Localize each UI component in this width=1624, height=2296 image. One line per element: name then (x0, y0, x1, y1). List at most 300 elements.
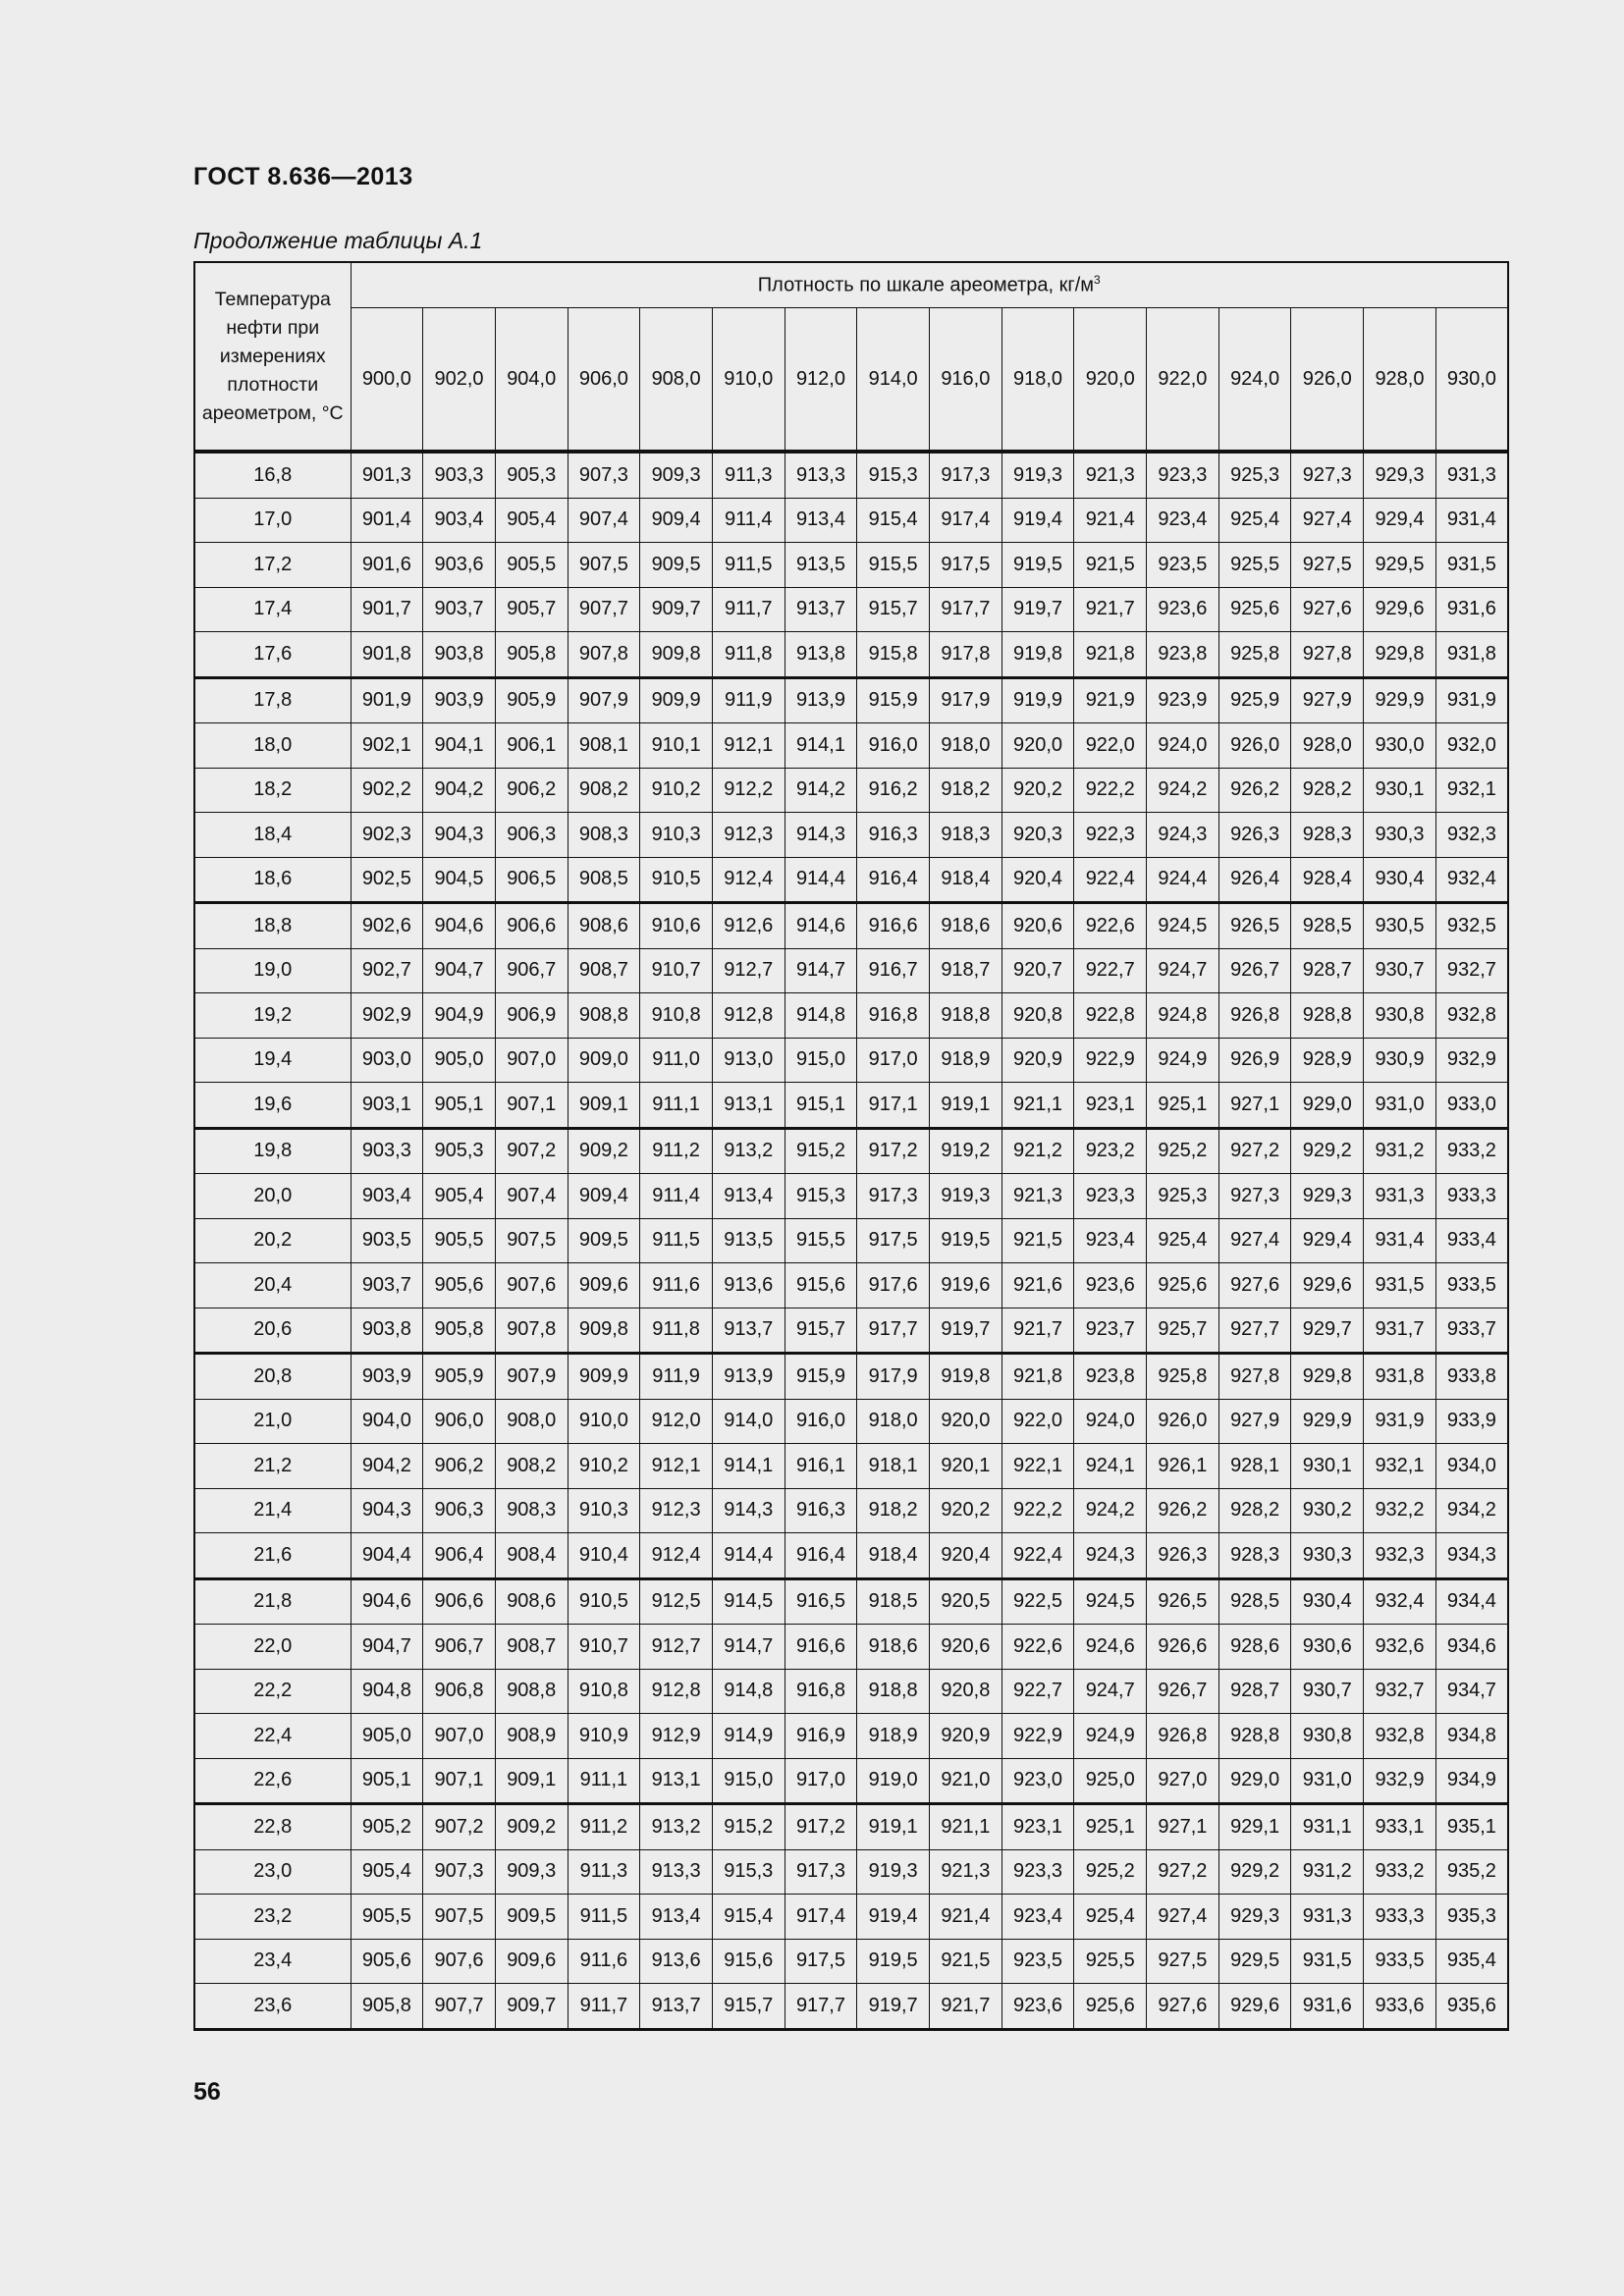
density-cell: 922,1 (1001, 1444, 1074, 1489)
density-column-header: 912,0 (785, 308, 857, 453)
density-cell: 910,2 (640, 768, 713, 813)
density-cell: 911,5 (640, 1218, 713, 1263)
density-column-header: 910,0 (712, 308, 785, 453)
density-cell: 908,8 (568, 993, 640, 1039)
density-cell: 912,0 (640, 1399, 713, 1444)
density-cell: 920,4 (930, 1533, 1002, 1579)
density-cell: 915,2 (712, 1804, 785, 1850)
temperature-cell: 22,2 (194, 1669, 351, 1714)
density-cell: 931,7 (1364, 1308, 1436, 1354)
density-cell: 910,0 (568, 1399, 640, 1444)
density-cell: 919,7 (930, 1308, 1002, 1354)
density-cell: 904,5 (423, 857, 496, 903)
density-cell: 931,4 (1435, 498, 1508, 543)
density-cell: 926,2 (1218, 768, 1291, 813)
density-cell: 918,7 (930, 948, 1002, 993)
density-cell: 929,2 (1218, 1849, 1291, 1895)
density-cell: 917,6 (857, 1263, 930, 1308)
density-cell: 916,6 (785, 1625, 857, 1670)
density-cell: 931,2 (1364, 1128, 1436, 1174)
table-row (194, 543, 1508, 588)
density-cell: 907,0 (423, 1714, 496, 1759)
density-cell: 909,6 (495, 1939, 568, 1984)
density-cell: 909,8 (640, 632, 713, 678)
density-cell: 920,2 (1001, 768, 1074, 813)
density-cell: 906,4 (423, 1533, 496, 1579)
density-cell: 910,8 (568, 1669, 640, 1714)
density-cell: 901,3 (351, 452, 423, 498)
density-cell: 924,0 (1074, 1399, 1147, 1444)
density-cell: 927,4 (1218, 1218, 1291, 1263)
density-cell: 902,3 (351, 813, 423, 858)
density-cell: 915,0 (712, 1758, 785, 1804)
density-cell: 903,3 (351, 1128, 423, 1174)
density-cell: 931,0 (1291, 1758, 1364, 1804)
density-cell: 931,3 (1364, 1174, 1436, 1219)
density-cell: 901,8 (351, 632, 423, 678)
density-cell: 930,7 (1291, 1669, 1364, 1714)
density-cell: 907,3 (423, 1849, 496, 1895)
density-cell: 913,7 (640, 1984, 713, 2030)
density-cell: 918,8 (930, 993, 1002, 1039)
temperature-cell: 19,4 (194, 1038, 351, 1083)
density-cell: 925,4 (1074, 1895, 1147, 1940)
density-cell: 907,8 (568, 632, 640, 678)
density-cell: 917,9 (930, 677, 1002, 723)
density-cell: 914,9 (712, 1714, 785, 1759)
density-cell: 922,8 (1074, 993, 1147, 1039)
density-cell: 913,1 (640, 1758, 713, 1804)
density-cell: 913,4 (712, 1174, 785, 1219)
density-cell: 924,5 (1147, 903, 1219, 949)
density-cell: 922,3 (1074, 813, 1147, 858)
density-cell: 907,3 (568, 452, 640, 498)
density-cell: 928,3 (1291, 813, 1364, 858)
density-cell: 929,6 (1218, 1984, 1291, 2030)
density-cell: 918,8 (857, 1669, 930, 1714)
density-cell: 919,4 (1001, 498, 1074, 543)
density-cell: 927,6 (1291, 587, 1364, 632)
density-cell: 906,6 (423, 1578, 496, 1625)
table-row (194, 1939, 1508, 1984)
density-cell: 912,7 (712, 948, 785, 993)
density-cell: 902,5 (351, 857, 423, 903)
density-cell: 915,2 (785, 1128, 857, 1174)
density-cell: 905,8 (495, 632, 568, 678)
density-cell: 921,4 (1074, 498, 1147, 543)
density-cell: 933,5 (1364, 1939, 1436, 1984)
density-cell: 907,7 (568, 587, 640, 632)
density-column-header: 916,0 (930, 308, 1002, 453)
density-cell: 926,9 (1218, 1038, 1291, 1083)
density-cell: 909,4 (568, 1174, 640, 1219)
density-cell: 907,5 (495, 1218, 568, 1263)
temperature-cell: 23,2 (194, 1895, 351, 1940)
temperature-cell: 17,4 (194, 587, 351, 632)
density-cell: 922,6 (1001, 1625, 1074, 1670)
density-cell: 930,3 (1364, 813, 1436, 858)
density-cell: 917,1 (857, 1083, 930, 1129)
density-cell: 901,4 (351, 498, 423, 543)
density-cell: 927,7 (1218, 1308, 1291, 1354)
table-header (194, 262, 1508, 452)
density-cell: 912,6 (712, 903, 785, 949)
density-cell: 928,7 (1218, 1669, 1291, 1714)
density-cell: 914,5 (712, 1578, 785, 1625)
density-cell: 926,1 (1147, 1444, 1219, 1489)
density-cell: 904,8 (351, 1669, 423, 1714)
density-cell: 924,5 (1074, 1578, 1147, 1625)
density-cell: 935,3 (1435, 1895, 1508, 1940)
density-cell: 910,3 (568, 1488, 640, 1533)
density-cell: 923,7 (1074, 1308, 1147, 1354)
density-cell: 915,3 (785, 1174, 857, 1219)
table-row (194, 1308, 1508, 1354)
density-cell: 929,0 (1291, 1083, 1364, 1129)
density-cell: 932,5 (1435, 903, 1508, 949)
density-cell: 915,4 (712, 1895, 785, 1940)
density-cell: 913,7 (712, 1308, 785, 1354)
density-cell: 931,2 (1291, 1849, 1364, 1895)
table-row (194, 903, 1508, 949)
density-cell: 927,8 (1218, 1354, 1291, 1400)
density-cell: 905,7 (495, 587, 568, 632)
temperature-cell: 19,2 (194, 993, 351, 1039)
density-cell: 922,9 (1074, 1038, 1147, 1083)
density-cell: 903,7 (423, 587, 496, 632)
density-cell: 925,6 (1147, 1263, 1219, 1308)
density-cell: 908,2 (568, 768, 640, 813)
temperature-cell: 19,6 (194, 1083, 351, 1129)
density-cell: 922,0 (1074, 723, 1147, 769)
density-cell: 915,5 (857, 543, 930, 588)
density-cell: 934,0 (1435, 1444, 1508, 1489)
density-cell: 932,9 (1435, 1038, 1508, 1083)
density-cell: 922,9 (1001, 1714, 1074, 1759)
density-cell: 930,7 (1364, 948, 1436, 993)
density-cell: 924,3 (1147, 813, 1219, 858)
density-group-header-label: Плотность по шкале ареометра, кг/м (757, 274, 1095, 296)
density-cell: 923,8 (1147, 632, 1219, 678)
density-column-header: 906,0 (568, 308, 640, 453)
page-number: 56 (193, 2078, 221, 2106)
table-row (194, 1263, 1508, 1308)
temperature-cell: 19,8 (194, 1128, 351, 1174)
density-cell: 903,9 (423, 677, 496, 723)
density-cell: 927,2 (1147, 1849, 1219, 1895)
density-cell: 929,9 (1291, 1399, 1364, 1444)
temperature-cell: 17,6 (194, 632, 351, 678)
density-cell: 933,1 (1364, 1804, 1436, 1850)
density-cell: 908,9 (495, 1714, 568, 1759)
table-row (194, 1488, 1508, 1533)
density-cell: 922,2 (1001, 1488, 1074, 1533)
density-cell: 925,7 (1147, 1308, 1219, 1354)
density-cell: 919,3 (1001, 452, 1074, 498)
density-cell: 929,6 (1291, 1263, 1364, 1308)
density-cell: 924,7 (1147, 948, 1219, 993)
density-cell: 904,4 (351, 1533, 423, 1579)
temperature-cell: 21,4 (194, 1488, 351, 1533)
density-cell: 923,4 (1074, 1218, 1147, 1263)
density-cell: 919,7 (857, 1984, 930, 2030)
density-cell: 903,4 (423, 498, 496, 543)
density-cell: 923,5 (1001, 1939, 1074, 1984)
density-cell: 907,8 (495, 1308, 568, 1354)
density-cell: 908,6 (495, 1578, 568, 1625)
density-cell: 906,8 (423, 1669, 496, 1714)
density-cell: 902,6 (351, 903, 423, 949)
density-cell: 908,2 (495, 1444, 568, 1489)
density-cell: 909,6 (568, 1263, 640, 1308)
density-cell: 926,7 (1218, 948, 1291, 993)
density-cell: 916,7 (857, 948, 930, 993)
density-cell: 911,1 (568, 1758, 640, 1804)
temperature-cell: 21,0 (194, 1399, 351, 1444)
density-cell: 934,8 (1435, 1714, 1508, 1759)
density-cell: 912,8 (640, 1669, 713, 1714)
temperature-cell: 23,6 (194, 1984, 351, 2030)
density-cell: 926,8 (1218, 993, 1291, 1039)
density-cell: 904,3 (351, 1488, 423, 1533)
density-cell: 923,4 (1147, 498, 1219, 543)
density-cell: 927,2 (1218, 1128, 1291, 1174)
density-cell: 935,4 (1435, 1939, 1508, 1984)
density-cell: 915,7 (785, 1308, 857, 1354)
density-cell: 927,0 (1147, 1758, 1219, 1804)
density-cell: 914,0 (712, 1399, 785, 1444)
density-cell: 905,5 (423, 1218, 496, 1263)
density-cell: 908,7 (495, 1625, 568, 1670)
density-cell: 923,2 (1074, 1128, 1147, 1174)
density-cell: 913,7 (785, 587, 857, 632)
density-cell: 920,6 (930, 1625, 1002, 1670)
density-cell: 924,8 (1147, 993, 1219, 1039)
density-cell: 909,0 (568, 1038, 640, 1083)
density-cell: 926,7 (1147, 1669, 1219, 1714)
temperature-cell: 20,2 (194, 1218, 351, 1263)
density-cell: 913,8 (785, 632, 857, 678)
temperature-cell: 17,8 (194, 677, 351, 723)
density-cell: 930,1 (1364, 768, 1436, 813)
density-cell: 914,7 (785, 948, 857, 993)
density-cell: 933,9 (1435, 1399, 1508, 1444)
density-cell: 910,3 (640, 813, 713, 858)
density-cell: 932,1 (1364, 1444, 1436, 1489)
density-cell: 927,5 (1291, 543, 1364, 588)
table-caption: Продолжение таблицы А.1 (193, 228, 483, 253)
density-cell: 903,4 (351, 1174, 423, 1219)
density-cell: 902,7 (351, 948, 423, 993)
density-cell: 909,1 (495, 1758, 568, 1804)
density-cell: 911,2 (568, 1804, 640, 1850)
temperature-cell: 18,2 (194, 768, 351, 813)
density-cell: 925,5 (1074, 1939, 1147, 1984)
density-cell: 917,8 (930, 632, 1002, 678)
density-column-header: 918,0 (1001, 308, 1074, 453)
temperature-cell: 21,6 (194, 1533, 351, 1579)
density-cell: 918,9 (930, 1038, 1002, 1083)
density-cell: 925,3 (1218, 452, 1291, 498)
density-cell: 917,7 (785, 1984, 857, 2030)
density-cell: 918,2 (930, 768, 1002, 813)
density-cell: 916,1 (785, 1444, 857, 1489)
density-cell: 904,9 (423, 993, 496, 1039)
density-cell: 911,1 (640, 1083, 713, 1129)
density-cell: 913,0 (712, 1038, 785, 1083)
density-cell: 912,4 (640, 1533, 713, 1579)
density-cell: 926,8 (1147, 1714, 1219, 1759)
density-cell: 927,3 (1218, 1174, 1291, 1219)
density-cell: 913,5 (785, 543, 857, 588)
density-cell: 909,8 (568, 1308, 640, 1354)
density-cell: 916,2 (857, 768, 930, 813)
density-cell: 928,2 (1291, 768, 1364, 813)
table-row (194, 993, 1508, 1039)
density-cell: 915,3 (857, 452, 930, 498)
density-cell: 913,1 (712, 1083, 785, 1129)
density-cell: 925,6 (1074, 1984, 1147, 2030)
density-cell: 927,6 (1147, 1984, 1219, 2030)
density-cell: 929,3 (1291, 1174, 1364, 1219)
density-cell: 907,4 (568, 498, 640, 543)
density-cell: 905,0 (351, 1714, 423, 1759)
density-cell: 916,8 (785, 1669, 857, 1714)
density-cell: 914,6 (785, 903, 857, 949)
temperature-cell: 17,2 (194, 543, 351, 588)
density-cell: 929,9 (1364, 677, 1436, 723)
density-cell: 922,7 (1074, 948, 1147, 993)
density-cell: 930,0 (1364, 723, 1436, 769)
table-row (194, 1714, 1508, 1759)
table-row (194, 1804, 1508, 1850)
table-row (194, 948, 1508, 993)
density-cell: 923,6 (1147, 587, 1219, 632)
density-cell: 931,1 (1291, 1804, 1364, 1850)
density-cell: 910,7 (568, 1625, 640, 1670)
density-cell: 933,0 (1435, 1083, 1508, 1129)
density-cell: 917,3 (857, 1174, 930, 1219)
density-cell: 932,3 (1364, 1533, 1436, 1579)
density-cell: 905,8 (423, 1308, 496, 1354)
density-cell: 918,9 (857, 1714, 930, 1759)
density-cell: 916,6 (857, 903, 930, 949)
density-cell: 922,7 (1001, 1669, 1074, 1714)
density-cell: 915,9 (857, 677, 930, 723)
density-cell: 911,7 (568, 1984, 640, 2030)
density-cell: 904,2 (423, 768, 496, 813)
density-cell: 918,4 (930, 857, 1002, 903)
table-row (194, 813, 1508, 858)
density-cell: 917,2 (857, 1128, 930, 1174)
density-cell: 929,5 (1218, 1939, 1291, 1984)
density-cell: 926,4 (1218, 857, 1291, 903)
density-cell: 908,4 (495, 1533, 568, 1579)
temperature-cell: 20,6 (194, 1308, 351, 1354)
density-cell: 904,6 (423, 903, 496, 949)
density-cell: 912,3 (640, 1488, 713, 1533)
density-cell: 919,4 (857, 1895, 930, 1940)
density-cell: 903,9 (351, 1354, 423, 1400)
density-cell: 905,3 (495, 452, 568, 498)
density-cell: 921,3 (1001, 1174, 1074, 1219)
density-cell: 911,9 (640, 1354, 713, 1400)
density-cell: 930,5 (1364, 903, 1436, 949)
density-cell: 929,8 (1364, 632, 1436, 678)
density-cell: 928,9 (1291, 1038, 1364, 1083)
temperature-cell: 22,8 (194, 1804, 351, 1850)
density-cell: 917,9 (857, 1354, 930, 1400)
density-cell: 906,3 (495, 813, 568, 858)
temperature-cell: 16,8 (194, 452, 351, 498)
density-cell: 918,6 (857, 1625, 930, 1670)
density-cell: 915,8 (857, 632, 930, 678)
table-row (194, 1354, 1508, 1400)
density-cell: 919,5 (1001, 543, 1074, 588)
table-row (194, 1128, 1508, 1174)
temperature-cell: 20,8 (194, 1354, 351, 1400)
density-cell: 931,8 (1435, 632, 1508, 678)
density-cell: 925,2 (1147, 1128, 1219, 1174)
density-cell: 911,9 (712, 677, 785, 723)
density-cell: 908,0 (495, 1399, 568, 1444)
density-cell: 920,9 (1001, 1038, 1074, 1083)
density-cell: 917,5 (930, 543, 1002, 588)
table-row (194, 1399, 1508, 1444)
density-cell: 932,3 (1435, 813, 1508, 858)
density-cell: 935,6 (1435, 1984, 1508, 2030)
density-cell: 913,2 (640, 1804, 713, 1850)
density-cell: 921,5 (930, 1939, 1002, 1984)
density-cell: 910,9 (568, 1714, 640, 1759)
density-cell: 920,8 (1001, 993, 1074, 1039)
density-cell: 926,2 (1147, 1488, 1219, 1533)
density-cell: 901,6 (351, 543, 423, 588)
density-cell: 929,2 (1291, 1128, 1364, 1174)
density-cell: 915,1 (785, 1083, 857, 1129)
density-cell: 903,6 (423, 543, 496, 588)
density-cell: 913,4 (640, 1895, 713, 1940)
density-cell: 930,6 (1291, 1625, 1364, 1670)
density-cell: 932,9 (1364, 1758, 1436, 1804)
density-cell: 903,8 (351, 1308, 423, 1354)
density-cell: 918,0 (857, 1399, 930, 1444)
density-cell: 917,7 (857, 1308, 930, 1354)
density-column-header: 930,0 (1435, 308, 1508, 453)
density-cell: 920,0 (1001, 723, 1074, 769)
density-cell: 928,3 (1218, 1533, 1291, 1579)
density-cell: 931,5 (1291, 1939, 1364, 1984)
density-cell: 930,9 (1364, 1038, 1436, 1083)
temperature-cell: 18,6 (194, 857, 351, 903)
density-cell: 929,4 (1364, 498, 1436, 543)
density-cell: 912,2 (712, 768, 785, 813)
density-cell: 931,4 (1364, 1218, 1436, 1263)
density-cell: 911,7 (712, 587, 785, 632)
density-cell: 919,2 (930, 1128, 1002, 1174)
density-cell: 910,5 (568, 1578, 640, 1625)
density-cell: 931,0 (1364, 1083, 1436, 1129)
density-cell: 932,8 (1435, 993, 1508, 1039)
density-cell: 929,6 (1364, 587, 1436, 632)
density-column-header: 920,0 (1074, 308, 1147, 453)
density-cell: 917,4 (930, 498, 1002, 543)
table-row (194, 1218, 1508, 1263)
density-cell: 919,3 (857, 1849, 930, 1895)
density-cell: 916,4 (785, 1533, 857, 1579)
density-cell: 918,0 (930, 723, 1002, 769)
density-column-header: 902,0 (423, 308, 496, 453)
